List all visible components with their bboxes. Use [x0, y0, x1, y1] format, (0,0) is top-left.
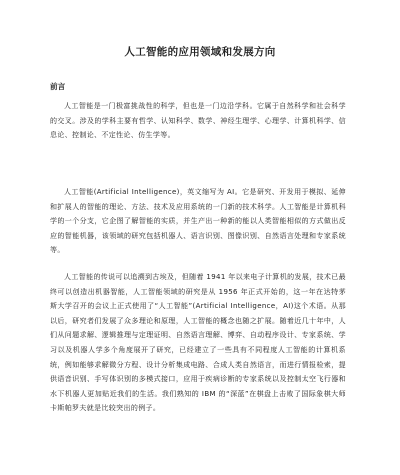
section-heading-preface: 前言: [50, 82, 66, 91]
paragraph-3: 人工智能的传说可以追溯到古埃及，但随着 1941 年以来电子计算机的发展，技术已最终可以创造出机器智能，人工智能领域的研究是从 1956 年正式开始的，这一年在达特茅斯大学召开的会议上正式使用了“人工智能”(Artificial Intelligence，AI)这个术语。从那以后，研究者们发展了众多理论和原理，人工智能的概念也随之扩展。随着近几十年中，人们从问题求解、逻辑推理与定理证明、自然语言理解、博弈、自动程序设计、专家系统、学习以及机器人学多个角度展开了研究，已经建立了一些具有不同程度人工智能的计算机系统，例如能够求解微分方程、设计分析集成电路、合成人类自然语言，而进行情报检索，提供语音识别、手写体识别的多模式接口，应用于疾病诊断的专家系统以及控制太空飞行器和水下机器人更加贴近我们的生活。我们熟知的 IBM 的“深蓝”在棋盘上击败了国际象棋大师卡斯帕罗夫就是比较突出的例子。: [50, 273, 346, 413]
page-title: 人工智能的应用领域和发展方向: [124, 46, 276, 58]
paragraph-1: 人工智能是一门极富挑战性的科学，但也是一门边沿学科。它属于自然科学和社会科学的交叉。涉及的学科主要有哲学、认知科学、数学、神经生理学、心理学、计算机科学、信息论、控制论、不定性论、仿生学等。: [50, 102, 346, 140]
paragraph-2: 人工智能(Artificial Intelligence)，英文缩写为 AI。它是研究、开发用于模拟、延伸和扩展人的智能的理论、方法、技术及应用系统的一门新的技术科学。人工智能是计算机科学的一个分支，它企图了解智能的实质，并生产出一种新的能以人类智能相似的方式做出反应的智能机器，该领域的研究包括机器人、语言识别、图像识别、自然语言处理和专家系统等。: [50, 188, 346, 255]
